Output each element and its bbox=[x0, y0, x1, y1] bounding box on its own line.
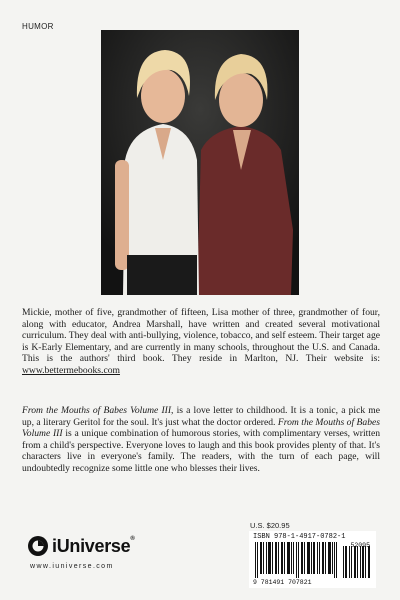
barcode-addon: 52095 bbox=[350, 542, 370, 549]
barcode bbox=[249, 531, 376, 588]
publisher-url[interactable]: www.iuniverse.com bbox=[30, 563, 114, 570]
book-blurb bbox=[22, 405, 380, 475]
blurb-text-2: is a unique combination of humorous stories, with complimentary verses, written from a child's perspective. Everyone loves to laugh and this book provides plenty of that. It's characters live in everyone's family. The readers, with the turn of each page, will undoubtedly recognize some little one who blesses their lives. bbox=[22, 428, 380, 474]
website-link[interactable]: www.bettermebooks.com bbox=[22, 364, 120, 376]
isbn-label: ISBN 978-1-4917-0782-1 bbox=[253, 533, 346, 541]
genre-label: HUMOR bbox=[22, 22, 54, 31]
book-title-2: From the Mouths of Babes Volume III bbox=[22, 416, 380, 440]
publisher-logo bbox=[27, 535, 134, 557]
barcode-digits: 9 781491 707821 bbox=[253, 579, 312, 586]
blurb-text-1: , is a love letter to childhood. It is a tonic, a pick me up, a literary Geritol for the soul. It's just what the doctor ordered. bbox=[22, 405, 380, 428]
book-title-1: From the Mouths of Babes Volume III bbox=[22, 405, 172, 416]
publisher-name: iUniverse® bbox=[52, 535, 135, 556]
author-photo bbox=[101, 30, 299, 295]
author-bio-text: Mickie, mother of five, grandmother of fifteen, Lisa mother of three, grandmother of four, along with educator, Andrea Marshall, have written and created several motivational curriculum. They deal with anti-bullying, violence, tobacco, and self esteem. Their target age is K-Early Elementary, and are currently in many schools, throughout the U.S. and Canada. This is the authors' third book. They reside in Marlton, NJ. Their website is: bbox=[22, 307, 380, 365]
price-label: U.S. $20.95 bbox=[250, 521, 290, 530]
iuniverse-logo-icon bbox=[27, 535, 49, 557]
author-bio bbox=[22, 307, 380, 377]
